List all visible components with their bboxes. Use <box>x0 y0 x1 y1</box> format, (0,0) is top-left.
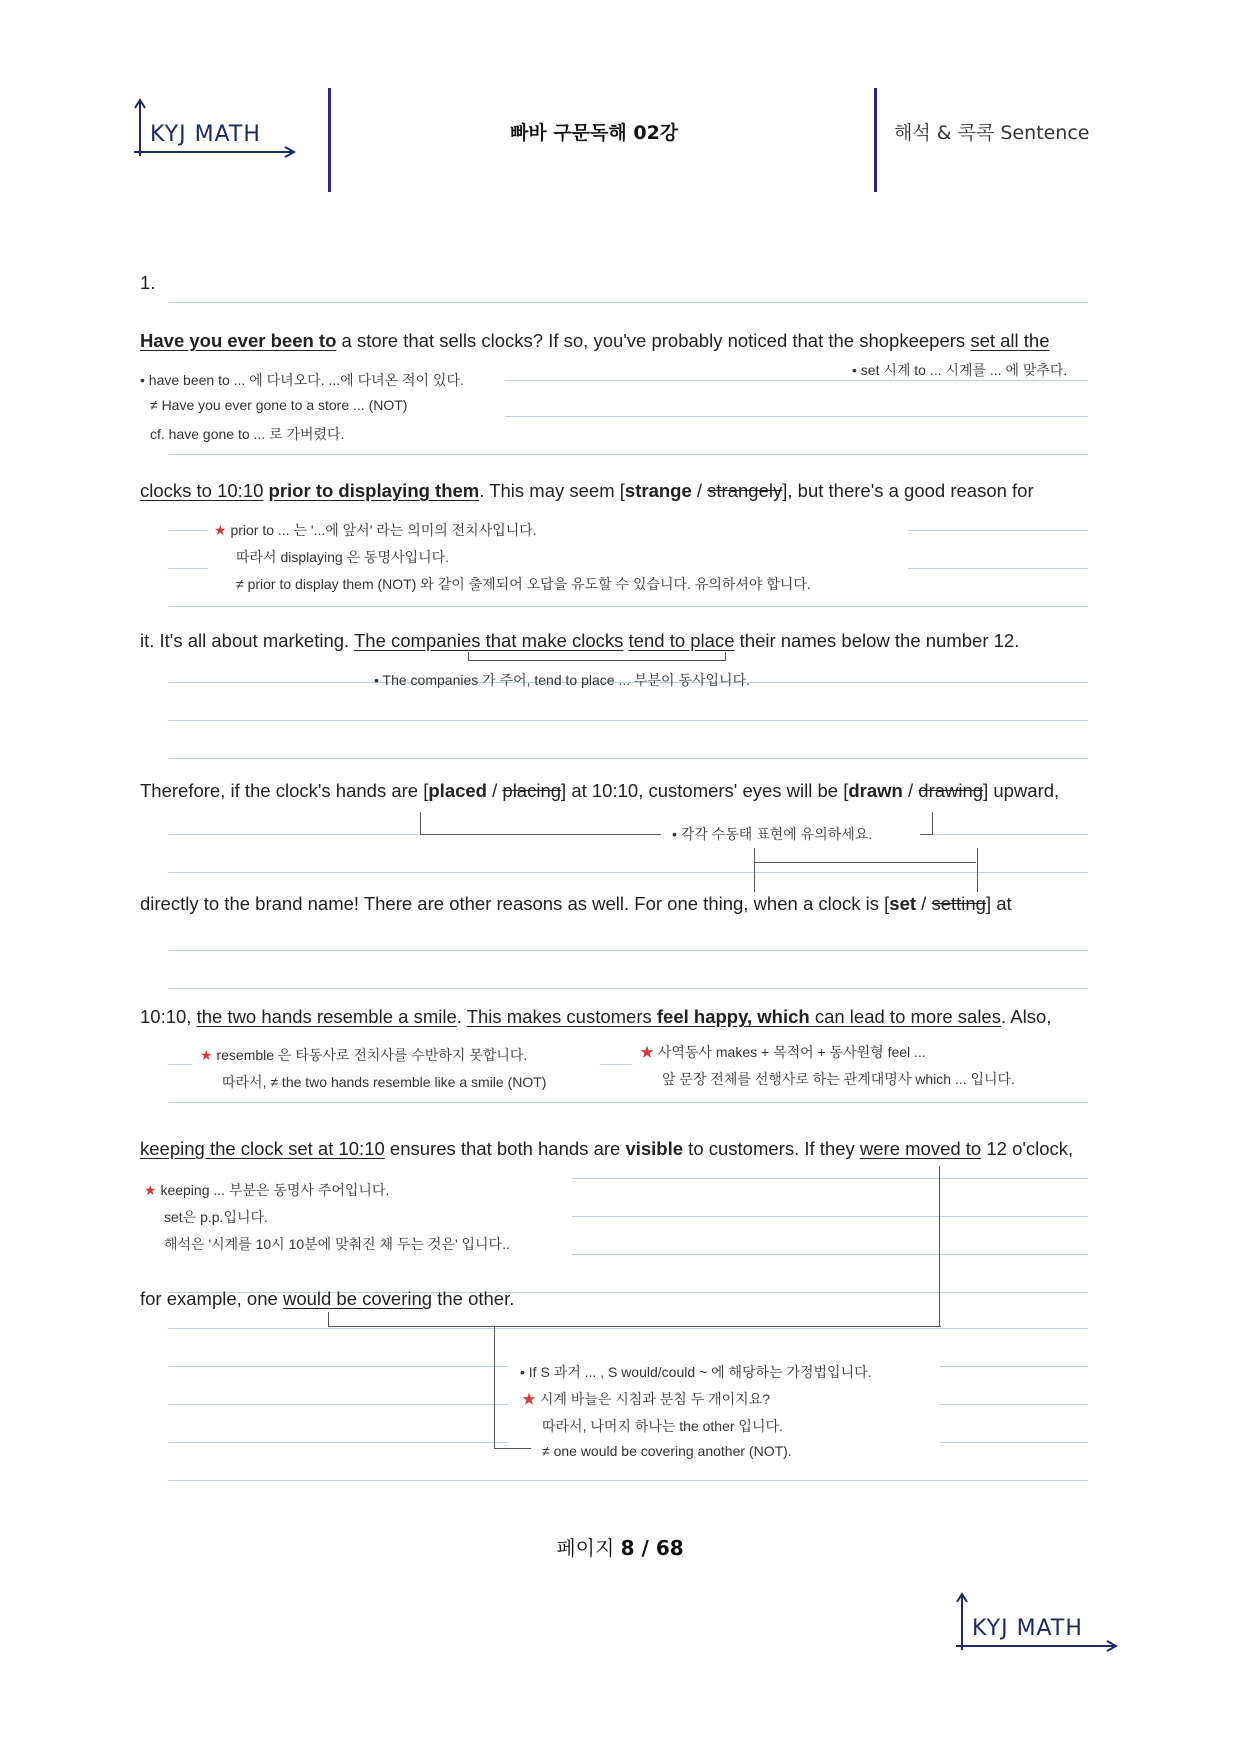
text: This makes customers <box>466 1006 657 1027</box>
rule <box>168 1328 1088 1329</box>
sentence-line-8 <box>140 1288 1120 1310</box>
star-icon: ★ <box>522 1391 536 1407</box>
note: ≠ Have you ever gone to a store ... (NOT) <box>150 397 408 413</box>
text: ] upward, <box>983 780 1060 801</box>
note: ≠ one would be covering another (NOT). <box>542 1443 792 1459</box>
note: 해석은 '시계를 10시 10분에 맞춰진 채 두는 것은' 입니다.. <box>164 1236 510 1252</box>
answer: strange <box>624 480 692 501</box>
text: ] at 10:10, customers' eyes will be [ <box>561 780 849 801</box>
connector <box>468 652 726 661</box>
text: to customers. If they <box>683 1138 860 1159</box>
rule <box>168 834 418 835</box>
page-label: 페이지 <box>556 1536 621 1560</box>
rule <box>168 1102 1088 1103</box>
text: . This may seem [ <box>479 480 625 501</box>
key-word: visible <box>625 1138 684 1159</box>
rule <box>930 834 1088 835</box>
rule <box>168 758 1088 759</box>
phrase: clocks to 10:10 <box>140 480 264 501</box>
rule <box>572 1216 1088 1217</box>
note <box>144 1180 389 1200</box>
page-separator: / <box>634 1536 656 1560</box>
page-indicator <box>0 1532 1240 1561</box>
note <box>214 520 537 540</box>
text: can lead to more sales <box>814 1006 1001 1027</box>
star-icon: ★ <box>200 1047 213 1063</box>
note <box>522 1389 770 1409</box>
note: ≠ prior to display them (NOT) 와 같이 출제되어 오답을 유도할 수 있습니다. 유의하셔야 합니다. <box>236 576 811 592</box>
logo-top <box>132 96 302 160</box>
rule <box>940 1404 1088 1405</box>
note: 따라서 displaying 은 동명사입니다. <box>236 549 450 565</box>
sentence-line-3 <box>140 630 1120 652</box>
note: • The companies 가 주어, tend to place ... 부분이 동사입니다. <box>374 672 750 688</box>
text: 12 o'clock, <box>981 1138 1074 1159</box>
sentence-line-5 <box>140 893 1120 915</box>
rule <box>168 1404 508 1405</box>
rule <box>908 568 1088 569</box>
star-icon: ★ <box>640 1044 654 1060</box>
star-icon: ★ <box>214 522 227 538</box>
connector <box>754 862 976 863</box>
rule <box>168 1064 192 1065</box>
verb: tend to place <box>628 630 735 651</box>
section-title: 해석 & 콕콕 Sentence <box>894 122 1090 144</box>
connector <box>494 1326 531 1449</box>
rule <box>505 380 845 381</box>
phrase: would be covering <box>282 1288 433 1309</box>
connector <box>920 812 933 835</box>
subject: The companies that make clocks <box>354 630 624 651</box>
rule <box>168 454 1088 455</box>
text: a store that sells clocks? If so, you've probably noticed that the shopkeepers <box>336 330 971 351</box>
note: cf. have gone to ... 로 가버렸다. <box>150 426 345 442</box>
text: / <box>486 780 503 801</box>
note <box>200 1045 527 1065</box>
text: . <box>456 1006 467 1027</box>
connector <box>754 848 978 892</box>
text: ], but there's a good reason for <box>782 480 1034 501</box>
text: directly to the brand name! There are other reasons as well. For one thing, when a clock is [ <box>140 893 890 914</box>
text: for example, one <box>140 1288 283 1309</box>
rule <box>168 606 1088 607</box>
wrong-choice: setting <box>931 893 986 914</box>
sentence-line-6 <box>140 1006 1120 1028</box>
header-divider-left <box>328 88 331 192</box>
logo-text: KYJ MATH <box>972 1616 1083 1641</box>
item-number: 1. <box>140 272 156 293</box>
page-total: 68 <box>655 1536 684 1560</box>
rule <box>168 1442 508 1443</box>
phrase: the two hands resemble a smile <box>196 1006 457 1027</box>
rule <box>168 302 1088 303</box>
text: / <box>916 893 932 914</box>
connector <box>939 1166 940 1326</box>
answer: drawn <box>848 780 903 801</box>
connector <box>420 812 661 835</box>
text: it. It's all about marketing. <box>140 630 354 651</box>
note: • have been to ... 에 다녀오다. ...에 다녀온 적이 있다. <box>140 372 464 388</box>
text: the other. <box>432 1288 515 1309</box>
text: 10:10, <box>140 1006 197 1027</box>
phrase: were moved to <box>859 1138 982 1159</box>
phrase <box>467 1006 1001 1027</box>
note: set은 p.p.입니다. <box>164 1209 268 1225</box>
note-text: 시계 바늘은 시침과 분침 두 개이지요? <box>539 1391 770 1407</box>
rule <box>168 530 208 531</box>
note-text: prior to ... 는 '...에 앞서' 라는 의미의 전치사입니다. <box>230 522 537 538</box>
rule <box>168 1480 1088 1481</box>
sentence-line-1 <box>140 330 1120 352</box>
phrase: keeping the clock set at 10:10 <box>140 1138 385 1159</box>
text: / <box>902 780 919 801</box>
note: • If S 과거 ... , S would/could ~ 에 해당하는 가정법입니다. <box>520 1364 872 1380</box>
text: / <box>691 480 708 501</box>
logo-bottom <box>954 1590 1124 1654</box>
rule <box>572 1254 1088 1255</box>
wrong-choice: strangely <box>707 480 783 501</box>
text: . Also, <box>1000 1006 1052 1027</box>
rule <box>168 950 1088 951</box>
note: 앞 문장 전체를 선행사로 하는 관계대명사 which ... 입니다. <box>662 1071 1015 1087</box>
note-text: 사역동사 makes + 목적어 + 동사원형 feel ... <box>657 1044 926 1060</box>
wrong-choice: drawing <box>918 780 984 801</box>
key-phrase: feel happy, which <box>656 1006 815 1027</box>
page-current: 8 <box>620 1536 635 1560</box>
note <box>640 1042 926 1062</box>
answer: placed <box>428 780 487 801</box>
connector <box>328 1312 941 1327</box>
wrong-choice: placing <box>502 780 562 801</box>
phrase: set all the <box>970 330 1050 351</box>
note: 따라서, 나머지 하나는 the other 입니다. <box>542 1418 783 1434</box>
rule <box>168 1366 508 1367</box>
rule <box>940 1442 1088 1443</box>
rule <box>600 1064 632 1065</box>
text: ] at <box>985 893 1012 914</box>
note: 따라서, ≠ the two hands resemble like a smile (NOT) <box>222 1074 547 1090</box>
text: ensures that both hands are <box>384 1138 626 1159</box>
phrase: Have you ever been to <box>140 330 337 351</box>
rule <box>168 720 1088 721</box>
rule <box>168 988 1088 989</box>
logo-text: KYJ MATH <box>150 122 261 147</box>
star-icon: ★ <box>144 1182 157 1198</box>
phrase: prior to displaying them <box>268 480 480 501</box>
text: Therefore, if the clock's hands are [ <box>140 780 429 801</box>
sentence-line-7 <box>140 1138 1120 1160</box>
sentence-line-2 <box>140 480 1120 502</box>
sentence-line-4 <box>140 780 1120 802</box>
answer: set <box>889 893 917 914</box>
note-text: keeping ... 부분은 동명사 주어입니다. <box>160 1182 390 1198</box>
rule <box>168 568 208 569</box>
text: their names below the number 12. <box>734 630 1020 651</box>
note: • 각각 수동태 표현에 유의하세요. <box>672 826 873 842</box>
page-title: 빠바 구문독해 02강 <box>510 122 679 144</box>
rule <box>505 416 1088 417</box>
note-text: resemble 은 타동사로 전치사를 수반하지 못합니다. <box>216 1047 528 1063</box>
rule <box>940 1366 1088 1367</box>
rule <box>572 1178 1088 1179</box>
rule <box>908 530 1088 531</box>
header-divider-right <box>874 88 877 192</box>
note: • set 시계 to ... 시계를 ... 에 맞추다. <box>852 362 1068 378</box>
